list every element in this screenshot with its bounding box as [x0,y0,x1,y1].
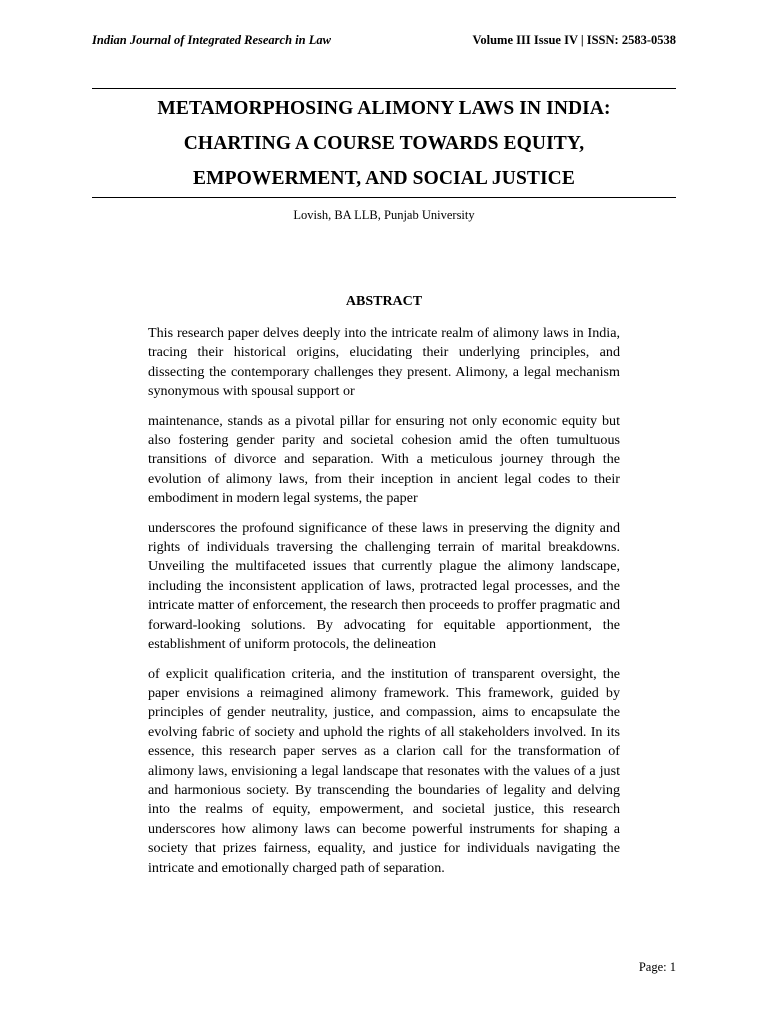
abstract-heading: ABSTRACT [345,294,423,309]
title-line: METAMORPHOSING ALIMONY LAWS IN INDIA: [157,98,611,119]
journal-name: Indian Journal of Integrated Research in Law [92,33,331,47]
title-line: EMPOWERMENT, AND SOCIAL JUSTICE [193,168,575,189]
abstract-paragraph: maintenance, stands as a pivotal pillar for ensuring not only economic equity but also fostering gender parity and societal cohesion amid the often tumultuous transitions of divorce and separation. With a meticulous journey through the evolution of alimony laws, from their inception in ancient legal codes to their embodiment in modern legal systems, the paper [148,412,620,507]
title-line: CHARTING A COURSE TOWARDS EQUITY, [183,133,585,154]
title-rule-bottom [92,197,676,198]
abstract-body [148,324,620,888]
title-rule-top [92,88,676,89]
abstract-paragraph: underscores the profound significance of these laws in preserving the dignity and rights of individuals traversing the challenging terrain of marital breakdowns. Unveiling the multifaceted issues that currently plague the alimony landscape, including the inconsistent application of laws, protracted legal processes, and the intricate matter of enforcement, the research then proceeds to proffer pragmatic and forward-looking solutions. By advocating for equitable apportionment, the establishment of uniform protocols, the delineation [148,519,620,653]
running-header [92,33,676,48]
abstract-paragraph: This research paper delves deeply into the intricate realm of alimony laws in India, tracing their historical origins, elucidating their underlying principles, and dissecting the contemporary challenges they present. Alimony, a legal mechanism synonymous with spousal support or [148,325,620,400]
author-line: Lovish, BA LLB, Punjab University [293,208,475,222]
volume-issn: Volume III Issue IV | ISSN: 2583-0538 [472,33,676,47]
page-number: Page: 1 [638,960,676,974]
paper-title [92,91,676,196]
abstract-paragraph: of explicit qualification criteria, and the institution of transparent oversight, the paper envisions a reimagined alimony framework. This framework, guided by principles of gender neutrality, justice, and compassion, aims to encapsulate the evolving fabric of society and uphold the rights of all stakeholders involved. In its essence, this research paper serves as a clarion call for the transformation of alimony laws, envisioning a legal landscape that resonates with the values of a just and harmonious society. By transcending the boundaries of legality and delving into the realms of equity, empowerment, and societal justice, this research underscores how alimony laws can become powerful instruments for shaping a society that prizes fairness, equality, and justice for individuals navigating the intricate and emotionally charged path of separation. [148,665,620,876]
